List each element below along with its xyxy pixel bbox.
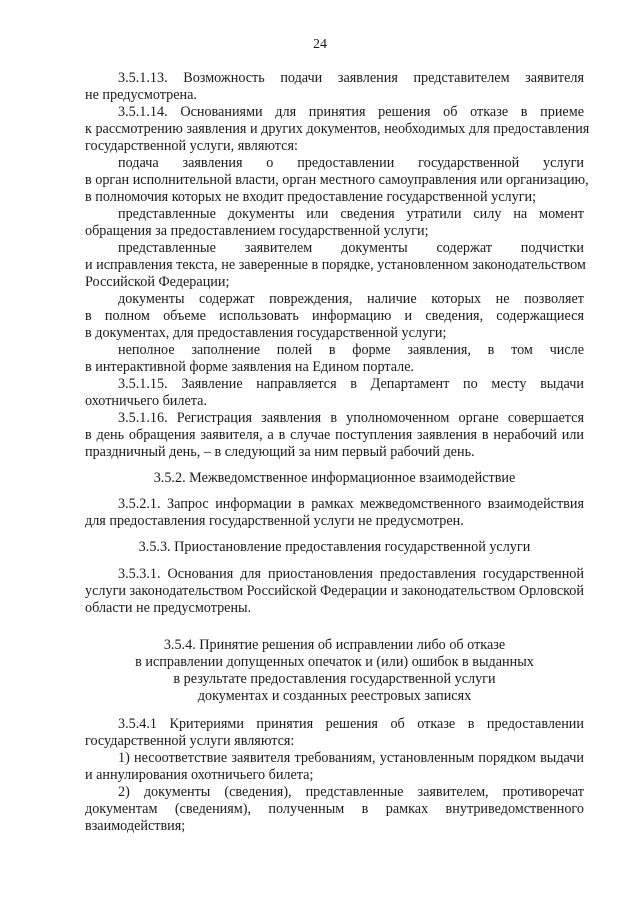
paragraph-line: в день обращения заявителя, а в случае поступления заявления в нерабочий или bbox=[85, 427, 584, 443]
paragraph-line: 3.5.1.16. Регистрация заявления в уполномоченном органе совершается bbox=[118, 410, 584, 426]
section-heading-line: 3.5.3. Приостановление предоставления государственной услуги bbox=[138, 539, 531, 555]
section-heading-line: документах и созданных реестровых записях bbox=[197, 688, 472, 704]
paragraph-line: в интерактивной форме заявления на Едином портале. bbox=[85, 359, 415, 375]
section-heading-line: в исправлении допущенных опечаток и (или) ошибок в выданных bbox=[135, 654, 534, 670]
paragraph-line: 3.5.2.1. Запрос информации в рамках межведомственного взаимодействия bbox=[118, 496, 584, 512]
paragraph-line: 3.5.1.15. Заявление направляется в Департамент по месту выдачи bbox=[118, 376, 584, 392]
section-heading-line: в результате предоставления государственной услуги bbox=[173, 671, 496, 687]
paragraph-line: обращения за предоставлением государственной услуги; bbox=[85, 223, 429, 239]
paragraph-line: государственной услуги являются: bbox=[85, 733, 295, 749]
paragraph-line: Российской Федерации; bbox=[85, 274, 230, 290]
paragraph-line: 3.5.4.1 Критериями принятия решения об отказе в предоставлении bbox=[118, 716, 584, 732]
paragraph-line: документам (сведениям), полученным в рамках внутриведомственного bbox=[85, 801, 584, 817]
paragraph-line: 3.5.1.14. Основаниями для принятия решения об отказе в приеме bbox=[118, 104, 584, 120]
paragraph-line: для предоставления государственной услуги не предусмотрен. bbox=[85, 513, 464, 529]
paragraph-line: услуги законодательством Российской Федерации и законодательством Орловской bbox=[85, 583, 584, 599]
paragraph-line: 2) документы (сведения), представленные заявителем, противоречат bbox=[118, 784, 584, 800]
paragraph-line: в орган исполнительной власти, орган местного самоуправления или организацию, bbox=[85, 172, 589, 188]
paragraph-line: представленные документы или сведения утратили силу на момент bbox=[118, 206, 584, 222]
paragraph-line: не предусмотрена. bbox=[85, 87, 197, 103]
paragraph-line: представленные заявителем документы содержат подчистки bbox=[118, 240, 584, 256]
paragraph-line: в документах, для предоставления государственной услуги; bbox=[85, 325, 447, 341]
section-heading-line: 3.5.2. Межведомственное информационное взаимодействие bbox=[153, 470, 516, 486]
paragraph-line: охотничьего билета. bbox=[85, 393, 207, 409]
paragraph-line: государственной услуги, являются: bbox=[85, 138, 298, 154]
paragraph-line: и аннулирования охотничьего билета; bbox=[85, 767, 314, 783]
paragraph-line: 1) несоответствие заявителя требованиям, установленным порядком выдачи bbox=[118, 750, 584, 766]
paragraph-line: к рассмотрению заявления и других документов, необходимых для предоставления bbox=[85, 121, 590, 137]
page-number: 24 bbox=[313, 37, 327, 52]
section-heading-line: 3.5.4. Принятие решения об исправлении либо об отказе bbox=[163, 637, 506, 653]
paragraph-line: в полном объеме использовать информацию и сведения, содержащиеся bbox=[85, 308, 584, 324]
paragraph-line: области не предусмотрены. bbox=[85, 600, 252, 616]
paragraph-line: документы содержат повреждения, наличие которых не позволяет bbox=[118, 291, 584, 307]
paragraph-line: 3.5.1.13. Возможность подачи заявления представителем заявителя bbox=[118, 70, 584, 86]
paragraph-line: неполное заполнение полей в форме заявления, в том числе bbox=[118, 342, 584, 358]
paragraph-line: и исправления текста, не заверенные в порядке, установленном законодательством bbox=[85, 257, 586, 273]
paragraph-line: в полномочия которых не входит предоставление государственной услуги; bbox=[85, 189, 537, 205]
paragraph-line: взаимодействия; bbox=[85, 818, 186, 834]
paragraph-line: 3.5.3.1. Основания для приостановления предоставления государственной bbox=[118, 566, 584, 582]
paragraph-line: подача заявления о предоставлении государственной услуги bbox=[118, 155, 584, 171]
paragraph-line: праздничный день, – в следующий за ним первый рабочий день. bbox=[85, 444, 475, 460]
